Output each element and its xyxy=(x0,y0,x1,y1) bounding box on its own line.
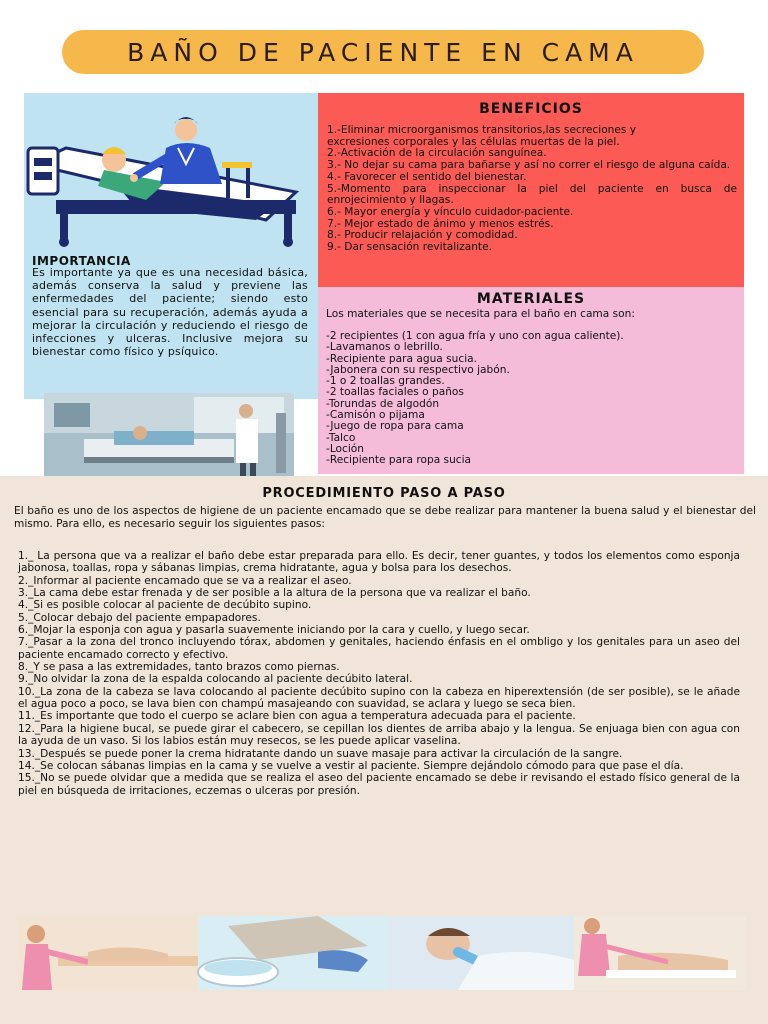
hospital-room-icon xyxy=(44,393,294,482)
list-item: 7.- Mejor estado de ánimo y menos estrés. xyxy=(327,217,554,230)
list-item: 15._No se puede olvidar que a medida que se realiza el aseo del paciente encamado se debe ir revisando el estado físico general de la piel en búsqueda de irritaciones, eczemas o ulceras por presión. xyxy=(18,772,740,797)
hospital-room-photo xyxy=(44,393,294,482)
list-item: -Lavamanos o lebrillo. xyxy=(326,341,443,354)
list-item: 8.- Producir relajación y comodidad. xyxy=(327,229,518,242)
list-item: -Talco xyxy=(326,431,356,444)
procedimiento-heading: PROCEDIMIENTO PASO A PASO xyxy=(262,486,506,501)
list-item: 2._Informar al paciente encamado que se va a realizar el aseo. xyxy=(18,574,352,587)
list-item: -2 toallas faciales o paños xyxy=(326,386,464,399)
list-item: 14._Se colocan sábanas limpias en la cama y se vuelve a vestir al paciente. Siempre dejándolo cómodo para que pase el día. xyxy=(18,759,684,772)
list-item: 5._Colocar debajo del paciente empapadores. xyxy=(18,611,261,624)
list-item: -2 recipientes (1 con agua fría y uno con agua caliente). xyxy=(326,330,624,342)
list-item: 6._Mojar la esponja con agua y pasarla suavemente iniciando por la cara y cuello, y luego secar. xyxy=(18,624,530,637)
list-item: 5.-Momento para inspeccionar la piel del paciente en busca de enrojecimiento y llagas. xyxy=(327,182,737,207)
list-item: 12._Para la higiene bucal, se puede girar el cabecero, se cepillan los dientes de arriba abajo y la lengua. Se enjuaga bien con agua con la ayuda de un vaso. Si los labios están muy resecos, se les puede aplicar vaselina. xyxy=(18,722,740,748)
procedimiento-steps xyxy=(18,550,740,797)
nurse-patient-illustration xyxy=(26,112,318,248)
list-item: excresiones corporales y las células muertas de la piel. xyxy=(327,135,620,148)
list-item: 7._Pasar a la zona del tronco incluyendo tórax, abdomen y genitales, haciendo énfasis en el ombligo y los genitales para un aseo del paciente encamado correcto y efectivo. xyxy=(18,636,740,661)
list-item: 9.- Dar sensación revitalizante. xyxy=(327,241,492,254)
list-item: 10._La zona de la cabeza se lava colocando al paciente decúbito supino con la cabeza en hiperextensión (de ser posible), se le añade el agua poco a poco, se lava bien con champú masajeando con suavidad, se aclara y luego se seca bien. xyxy=(18,685,740,711)
procedimiento-intro: El baño es uno de los aspectos de higiene de un paciente encamado que se debe realizar para mantener la buena salud y el bienestar del mismo. Para ello, es necesario seguir los siguientes pasos: xyxy=(14,505,756,530)
list-item: 3._La cama debe estar frenada y de ser posible a la altura de la persona que va realizar el baño. xyxy=(18,587,531,600)
materiales-heading: MATERIALES xyxy=(476,291,586,307)
list-item: -Torundas de algodón xyxy=(326,397,440,410)
bathing-steps-icon xyxy=(18,916,746,990)
materiales-list xyxy=(326,331,736,467)
list-item: -Juego de ropa para cama xyxy=(326,420,464,433)
materiales-intro: Los materiales que se necesita para el baño en cama son: xyxy=(326,308,635,320)
list-item: -1 o 2 toallas grandes. xyxy=(326,375,445,388)
list-item: 13._Después se puede poner la crema hidratante dando un suave masaje para activar la circulación de la sangre. xyxy=(18,747,623,760)
list-item: 2.-Activación de la circulación sanguínea. xyxy=(327,147,547,160)
list-item: 4.- Favorecer el sentido del bienestar. xyxy=(327,170,527,183)
list-item: 3.- No dejar su cama para bañarse y así no correr el riesgo de alguna caída. xyxy=(327,159,731,172)
list-item: 8._Y se pasa a las extremidades, tanto brazos como piernas. xyxy=(18,661,340,674)
nurse-patient-icon xyxy=(26,112,318,248)
list-item: -Jabonera con su respectivo jabón. xyxy=(326,363,510,376)
list-item: 6.- Mayor energía y vínculo cuidador-paciente. xyxy=(327,205,574,218)
beneficios-list xyxy=(327,125,737,254)
beneficios-heading: BENEFICIOS xyxy=(479,101,583,117)
list-item: 1.-Eliminar microorganismos transitorios,las secreciones y xyxy=(327,124,637,136)
bathing-steps-illustration xyxy=(18,916,746,990)
page-title: BAÑO DE PACIENTE EN CAMA xyxy=(127,37,639,67)
list-item: -Loción xyxy=(326,442,364,455)
list-item: -Camisón o pijama xyxy=(326,409,425,422)
list-item: 11._Es importante que todo el cuerpo se aclare bien con agua a temperatura adecuada para el paciente. xyxy=(18,710,576,723)
list-item: 1._ La persona que va a realizar el baño debe estar preparada para ello. Es decir, tener guantes, y todos los elementos como esponja jabonosa, toallas, ropa y sábanas limpias, crema hidratante, agua y bolsa para los desechos. xyxy=(18,550,740,575)
list-item: -Recipiente para ropa sucia xyxy=(326,454,472,467)
list-item: 9._No olvidar la zona de la espalda colocando al paciente decúbito lateral. xyxy=(18,673,413,686)
list-item: 4._Si es posible colocar al paciente de decúbito supino. xyxy=(18,599,312,612)
importancia-text: Es importante ya que es una necesidad básica, además conserva la salud y previene las enfermedades del paciente; siendo esto esencial para su recuperación, además ayuda a mejorar la circulación y reduciendo el riesgo de infecciones y ulceras. Inclusive mejora su bienestar como físico y psíquico. xyxy=(32,266,308,359)
title-banner xyxy=(62,30,704,74)
importancia-heading: IMPORTANCIA xyxy=(32,254,131,268)
list-item: -Recipiente para agua sucia. xyxy=(326,352,478,365)
